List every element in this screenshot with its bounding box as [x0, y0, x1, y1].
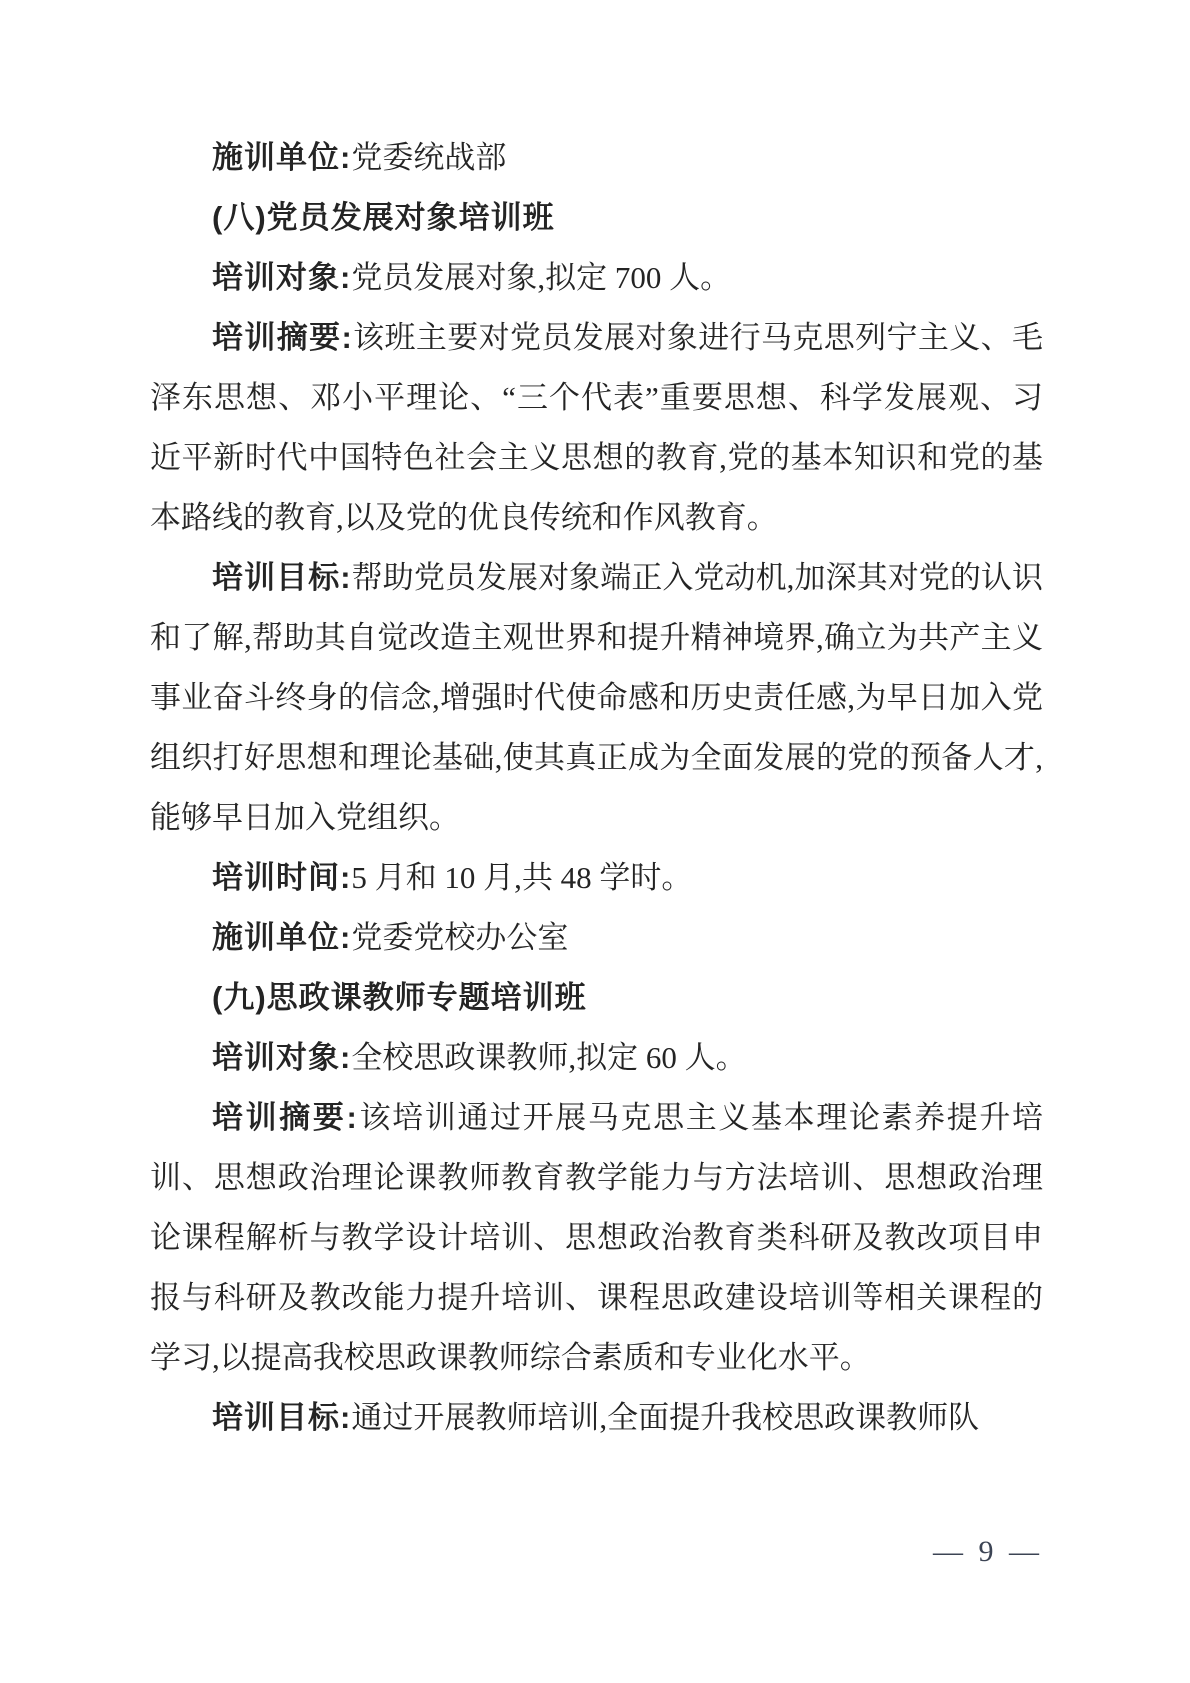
field-text: (九)思政课教师专题培训班: [212, 980, 587, 1015]
section-heading: [150, 968, 1043, 1028]
field-label: 培训对象:: [212, 1040, 352, 1075]
page-number: — 9 —: [933, 1535, 1043, 1568]
paragraph: [150, 1028, 1043, 1088]
paragraph: [150, 848, 1043, 908]
paragraph: [150, 128, 1043, 188]
field-label: 施训单位:: [212, 140, 352, 175]
field-label: 施训单位:: [212, 920, 352, 955]
field-text: 该班主要对党员发展对象进行马克思列宁主义、毛泽东思想、邓小平理论、“三个代表”重要思想、科学发展观、习近平新时代中国特色社会主义思想的教育,党的基本知识和党的基本路线的教育,以及党的优良传统和作风教育。: [150, 320, 1043, 535]
field-text: 党委统战部: [351, 140, 507, 175]
field-label: 培训目标:: [212, 1400, 352, 1435]
paragraph: [150, 248, 1043, 308]
field-label: 培训摘要:: [212, 1100, 358, 1135]
paragraph: [150, 308, 1043, 548]
field-text: 党员发展对象,拟定 700 人。: [351, 260, 732, 295]
paragraph: [150, 1088, 1043, 1388]
field-label: 培训时间:: [212, 860, 352, 895]
field-text: 帮助党员发展对象端正入党动机,加深其对党的认识和了解,帮助其自觉改造主观世界和提升精神境界,确立为共产主义事业奋斗终身的信念,增强时代使命感和历史责任感,为早日加入党组织打好思想和理论基础,使其真正成为全面发展的党的预备人才,能够早日加入党组织。: [150, 560, 1043, 835]
section-heading: [150, 188, 1043, 248]
field-label: 培训摘要:: [212, 320, 353, 355]
field-text: (八)党员发展对象培训班: [212, 200, 555, 235]
field-text: 5 月和 10 月,共 48 学时。: [351, 860, 693, 895]
field-text: 党委党校办公室: [351, 920, 569, 955]
document-body: [150, 128, 1043, 1448]
paragraph: [150, 908, 1043, 968]
field-text: 通过开展教师培训,全面提升我校思政课教师队: [351, 1400, 980, 1435]
field-label: 培训对象:: [212, 260, 352, 295]
field-text: 全校思政课教师,拟定 60 人。: [351, 1040, 747, 1075]
field-label: 培训目标:: [212, 560, 352, 595]
field-text: 该培训通过开展马克思主义基本理论素养提升培训、思想政治理论课教师教育教学能力与方法培训、思想政治理论课程解析与教学设计培训、思想政治教育类科研及教改项目申报与科研及教改能力提升培训、课程思政建设培训等相关课程的学习,以提高我校思政课教师综合素质和专业化水平。: [150, 1100, 1044, 1375]
paragraph: [150, 548, 1043, 848]
paragraph: [150, 1388, 1043, 1448]
